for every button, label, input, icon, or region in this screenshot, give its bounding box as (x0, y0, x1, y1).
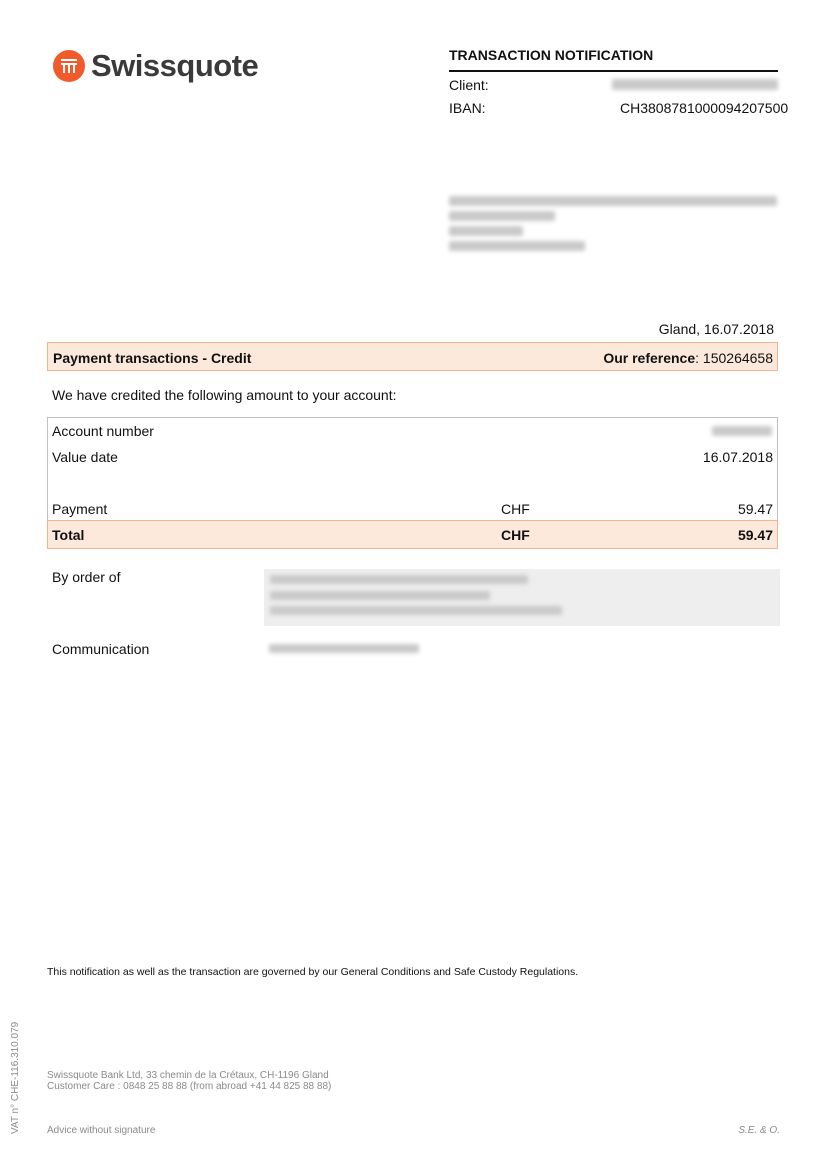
title-divider (449, 70, 778, 72)
communication-label: Communication (52, 641, 150, 657)
payment-label: Payment (52, 501, 108, 517)
communication-redacted (269, 644, 419, 653)
logo-wordmark: Swissquote (91, 48, 259, 83)
swissquote-logo (53, 48, 258, 84)
iban-label: IBAN: (449, 100, 486, 116)
recipient-address-redacted (449, 196, 779, 256)
client-label: Client: (449, 77, 489, 93)
transaction-type: Payment transactions - Credit (53, 350, 252, 366)
order-of-details (264, 569, 780, 626)
customer-care: Customer Care : 0848 25 88 88 (from abroad +41 44 825 88 88) (47, 1081, 332, 1092)
legal-notice: This notification as well as the transaction are governed by our General Conditions and Safe Custody Regulations. (47, 966, 579, 978)
document-title: TRANSACTION NOTIFICATION (449, 47, 654, 63)
swissquote-logo-icon (53, 50, 85, 82)
iban-value: CH3808781000094207500 (620, 100, 789, 116)
intro-text: We have credited the following amount to your account: (52, 387, 397, 403)
value-date-label: Value date (52, 449, 118, 465)
order-of-line-2 (270, 591, 490, 600)
total-currency: CHF (501, 527, 530, 543)
total-row (47, 520, 778, 549)
errors-omissions: S.E. & O. (738, 1125, 780, 1136)
place-date: Gland, 16.07.2018 (658, 321, 774, 337)
account-number-redacted (712, 426, 772, 436)
value-date: 16.07.2018 (702, 449, 773, 465)
account-number-label: Account number (52, 423, 154, 439)
order-of-line-1 (270, 575, 528, 584)
bank-address: Swissquote Bank Ltd, 33 chemin de la Crétaux, CH-1196 Gland (47, 1070, 329, 1081)
reference-label: Our reference (603, 350, 696, 366)
payment-currency: CHF (501, 501, 530, 517)
order-of-label: By order of (52, 569, 121, 585)
total-amount: 59.47 (737, 527, 773, 543)
client-name-redacted (612, 79, 778, 90)
transaction-header-bar (47, 342, 778, 371)
order-of-line-3 (270, 606, 562, 615)
total-label: Total (52, 527, 85, 543)
vat-number: VAT n° CHE-116.310.079 (10, 1021, 21, 1134)
payment-amount: 59.47 (737, 501, 773, 517)
reference (603, 350, 773, 366)
advice-without-signature: Advice without signature (47, 1125, 156, 1136)
reference-value: : 150264658 (695, 350, 773, 366)
